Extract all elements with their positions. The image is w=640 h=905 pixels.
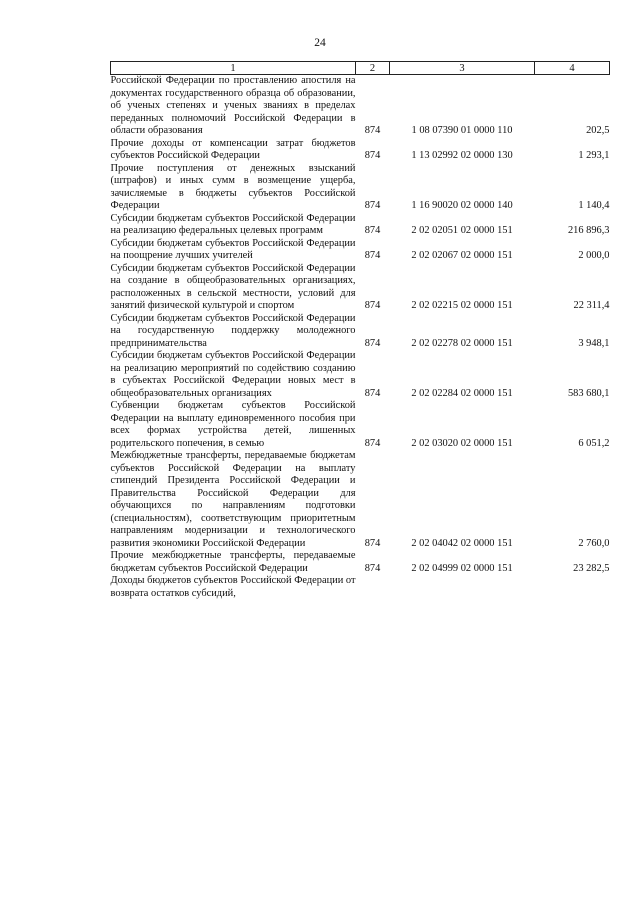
row-budget-code: 2 02 02284 02 0000 151 (411, 387, 513, 399)
row-admin-code: 874 (364, 437, 381, 449)
row-amount: 1 140,4 (578, 200, 610, 211)
table-row (111, 138, 610, 163)
row-budget-code: 2 02 04042 02 0000 151 (411, 537, 513, 549)
table-row (111, 575, 610, 600)
table-row (111, 450, 610, 550)
table-row (111, 550, 610, 575)
table-row (111, 263, 610, 313)
row-description: Российской Федерации по проставлению апостиля на документах государственного образца об образовании, об ученых степенях и ученых званиях в пределах переданных полномочий Российской Федерации в области образования (110, 75, 356, 136)
row-amount: 202,5 (586, 125, 610, 136)
row-amount: 2 000,0 (578, 250, 610, 261)
column-header-1: 1 (111, 62, 356, 75)
row-budget-code: 2 02 02067 02 0000 151 (411, 250, 513, 261)
column-header-4: 4 (535, 62, 610, 75)
row-amount: 6 051,2 (578, 437, 610, 449)
row-description: Прочие доходы от компенсации затрат бюджетов субъектов Российской Федерации (110, 137, 356, 161)
row-amount: 22 311,4 (573, 300, 610, 311)
table-row (111, 75, 610, 138)
row-description: Прочие поступления от денежных взысканий (штрафов) и иных сумм в возмещение ущерба, зачисляемые в бюджеты субъектов Российской Федерации (110, 162, 356, 211)
row-description: Субвенции бюджетам субъектов Российской Федерации на выплату единовременного пособия при всех формах устройства детей, лишенных родительского попечения, в семью (110, 400, 356, 449)
row-amount (535, 575, 610, 600)
row-budget-code: 2 02 03020 02 0000 151 (411, 437, 513, 449)
row-budget-code: 2 02 02051 02 0000 151 (411, 225, 513, 236)
column-header-2: 2 (356, 62, 390, 75)
row-admin-code: 874 (364, 200, 381, 211)
row-amount: 2 760,0 (578, 537, 610, 549)
row-budget-code: 1 16 90020 02 0000 140 (411, 200, 513, 211)
row-description: Прочие межбюджетные трансферты, передаваемые бюджетам субъектов Российской Федерации (110, 550, 356, 574)
row-budget-code: 2 02 02278 02 0000 151 (411, 337, 513, 349)
row-amount: 583 680,1 (567, 387, 610, 399)
revenue-table (110, 61, 610, 600)
table-row (111, 350, 610, 400)
row-admin-code: 874 (364, 225, 381, 236)
table-row (111, 163, 610, 213)
row-budget-code: 2 02 04999 02 0000 151 (411, 562, 513, 574)
row-description: Субсидии бюджетам субъектов Российской Федерации на реализацию мероприятий по содействию созданию в субъектах Российской Федерации новых мест в общеобразовательных организациях (110, 350, 356, 399)
row-description: Субсидии бюджетам субъектов Российской Федерации на реализацию федеральных целевых программ (110, 212, 356, 236)
table-row (111, 213, 610, 238)
row-admin-code: 874 (364, 125, 381, 136)
table-header-row (111, 62, 610, 75)
table-row (111, 400, 610, 450)
row-budget-code: 2 02 02215 02 0000 151 (411, 300, 513, 311)
row-description: Межбюджетные трансферты, передаваемые бюджетам субъектов Российской Федерации на выплату стипендий Президента Российской Федерации и Правительства Российской Федерации для обучающихся по направлениям подготовки (специальностям), соответствующим приоритетным направлениям модернизации и технологического развития экономики Российской Федерации (110, 450, 356, 549)
row-admin-code: 874 (364, 562, 381, 574)
row-amount: 1 293,1 (578, 150, 610, 161)
row-admin-code: 874 (364, 337, 381, 349)
row-admin-code: 874 (364, 537, 381, 549)
table-row (111, 313, 610, 351)
column-header-3: 3 (390, 62, 535, 75)
row-budget-code: 1 13 02992 02 0000 130 (411, 150, 513, 161)
row-description: Субсидии бюджетам субъектов Российской Федерации на поощрение лучших учителей (110, 237, 356, 261)
row-amount: 216 896,3 (567, 225, 610, 236)
row-description: Субсидии бюджетам субъектов Российской Федерации на государственную поддержку молодежного предпринимательства (110, 312, 356, 349)
row-budget-code (390, 575, 535, 600)
row-description: Субсидии бюджетам субъектов Российской Федерации на создание в общеобразовательных организациях, расположенных в сельской местности, условий для занятий физической культурой и спортом (110, 262, 356, 311)
table-row (111, 238, 610, 263)
row-description: Доходы бюджетов субъектов Российской Федерации от возврата остатков субсидий, (110, 575, 356, 599)
row-admin-code: 874 (364, 250, 381, 261)
row-amount: 3 948,1 (578, 337, 610, 349)
row-admin-code (356, 575, 390, 600)
row-admin-code: 874 (364, 387, 381, 399)
table-body (111, 75, 610, 601)
row-admin-code: 874 (364, 150, 381, 161)
row-admin-code: 874 (364, 300, 381, 311)
row-budget-code: 1 08 07390 01 0000 110 (411, 125, 513, 136)
page-number: 24 (314, 37, 326, 49)
row-amount: 23 282,5 (573, 562, 610, 574)
